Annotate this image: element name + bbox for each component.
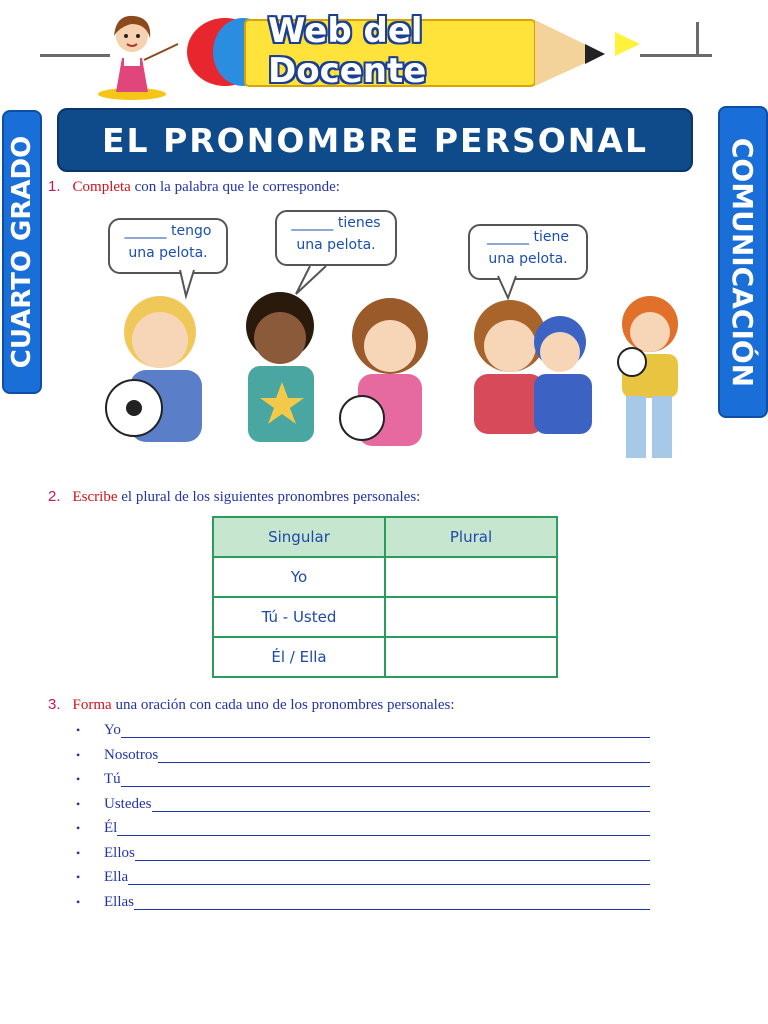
list-item <box>76 816 650 836</box>
answer-line[interactable] <box>158 746 650 763</box>
answer-line[interactable] <box>117 819 650 836</box>
pronoun-label: Yo <box>104 722 121 738</box>
table-cell-plural[interactable] <box>385 557 557 597</box>
pronoun-table <box>212 516 558 678</box>
question-text: con la palabra que le corresponde: <box>130 179 340 195</box>
question-number: 3. <box>48 696 61 713</box>
answer-line[interactable] <box>121 721 650 738</box>
logo-text: Web del Docente <box>268 11 427 91</box>
question-verb: Escribe <box>72 489 118 505</box>
table-row <box>213 557 557 597</box>
pronoun-label: Ellas <box>104 893 134 910</box>
list-item <box>76 792 650 812</box>
answer-line[interactable] <box>128 868 650 885</box>
bullet-icon: • <box>76 894 81 909</box>
subject-label-text: COMUNICACIÓN <box>726 137 760 387</box>
list-item <box>76 743 650 763</box>
table-cell-singular: Él / Ella <box>213 637 385 677</box>
answer-line[interactable] <box>121 770 650 787</box>
bullet-icon: • <box>76 772 81 786</box>
bubble-text: tienes <box>333 215 381 231</box>
bubble-text: una pelota. <box>128 245 208 261</box>
question-number: 2. <box>48 488 61 505</box>
table-cell-singular: Yo <box>213 557 385 597</box>
question-1 <box>48 178 340 196</box>
list-item <box>76 718 650 738</box>
bullet-icon: • <box>76 796 81 811</box>
list-item <box>76 767 650 787</box>
teacher-mascot-icon <box>98 8 182 100</box>
bubble-text: tengo <box>166 223 212 239</box>
list-item <box>76 865 650 885</box>
question-text: una oración con cada uno de los pronombres personales: <box>111 697 455 713</box>
question-verb: Completa <box>72 179 131 195</box>
bubble-text: una pelota. <box>488 251 568 267</box>
pronoun-label: Nosotros <box>104 746 159 763</box>
table-cell-singular: Tú - Usted <box>213 597 385 637</box>
header-rule-tick <box>696 22 699 56</box>
table-header-row <box>213 517 557 557</box>
speech-bubble-2 <box>275 210 397 266</box>
question-verb: Forma <box>72 697 112 713</box>
blank-line: ______ <box>487 229 530 245</box>
answer-line[interactable] <box>134 893 650 910</box>
table-cell-plural[interactable] <box>385 637 557 677</box>
pronoun-label: Ella <box>104 869 129 885</box>
question-3 <box>48 696 455 714</box>
bullet-icon: • <box>76 747 81 762</box>
list-item <box>76 890 650 910</box>
table-header-plural: Plural <box>385 517 557 557</box>
table-row <box>213 637 557 677</box>
header-rule-right <box>640 54 712 57</box>
subject-label <box>718 106 768 418</box>
bubble-text: una pelota. <box>296 237 376 253</box>
answer-line[interactable] <box>152 795 651 812</box>
blank-line: ______ <box>124 223 167 239</box>
pronoun-label: Ustedes <box>104 795 152 812</box>
children-illustration <box>90 266 690 471</box>
page-title: EL PRONOMBRE PERSONAL <box>102 120 648 160</box>
bullet-icon: • <box>76 821 81 835</box>
title-banner <box>57 108 693 172</box>
bullet-icon: • <box>76 870 81 884</box>
bubble-text: tiene <box>529 229 569 245</box>
list-item <box>76 841 650 861</box>
pronoun-label: Tú <box>104 771 121 787</box>
pronoun-label: Ellos <box>104 844 135 861</box>
table-row <box>213 597 557 637</box>
bullet-icon: • <box>76 723 81 737</box>
table-header-singular: Singular <box>213 517 385 557</box>
pronoun-label: Él <box>104 820 118 836</box>
question-number: 1. <box>48 178 61 195</box>
grade-label <box>2 110 42 394</box>
question-text: el plural de los siguientes pronombres personales: <box>117 489 421 505</box>
answer-line[interactable] <box>135 844 650 861</box>
question-2 <box>48 488 420 506</box>
grade-label-text: CUARTO GRADO <box>7 135 37 369</box>
table-cell-plural[interactable] <box>385 597 557 637</box>
blank-line: ______ <box>291 215 334 231</box>
bullet-icon: • <box>76 845 81 860</box>
